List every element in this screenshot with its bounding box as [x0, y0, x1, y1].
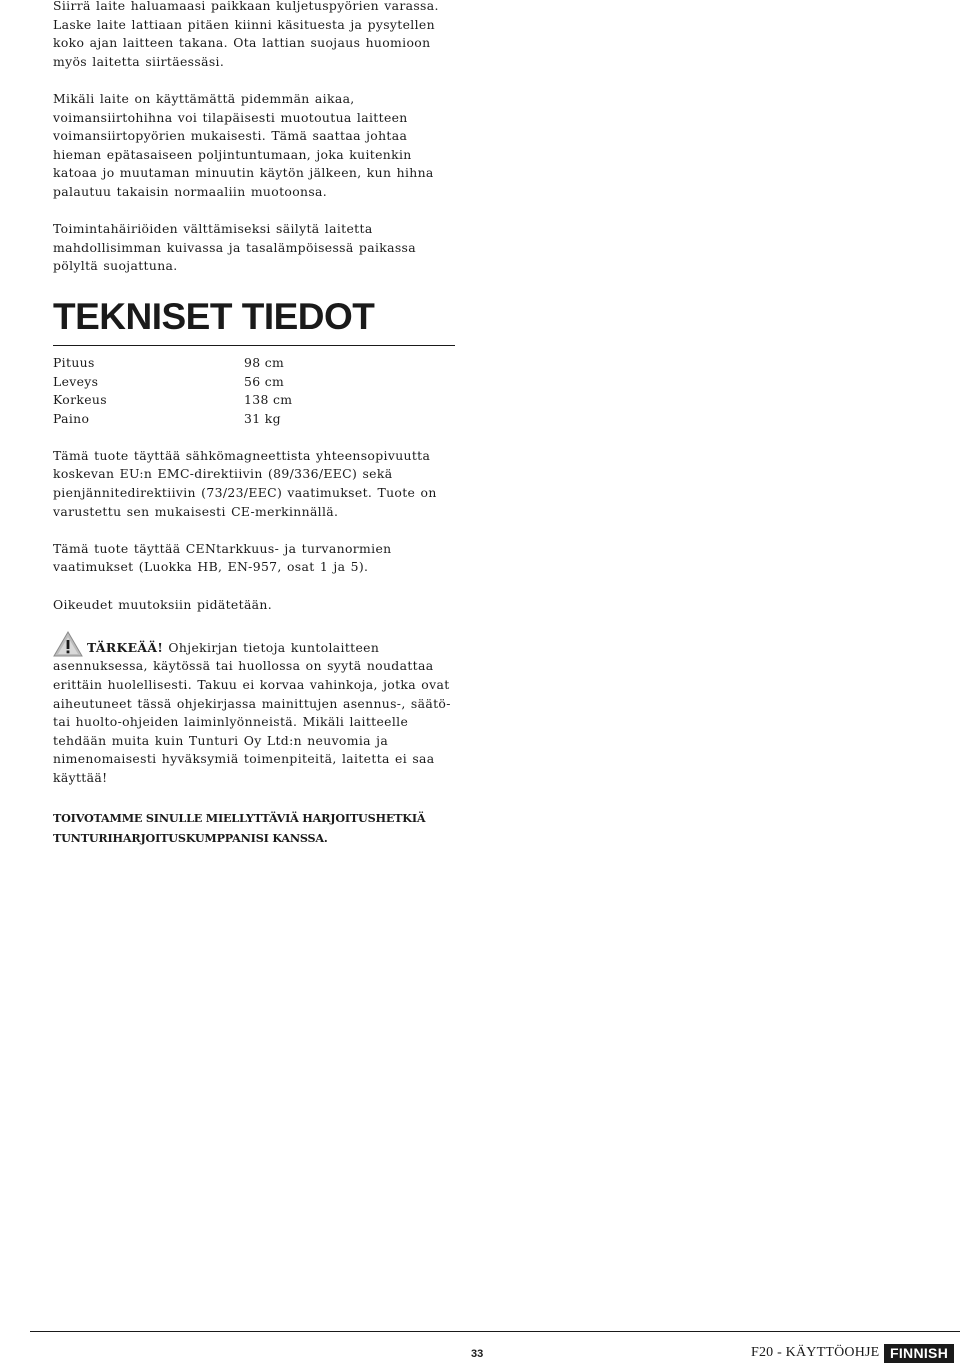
text-line: mahdollisimman kuivassa ja tasalämpöisessä paikassa: [53, 239, 417, 255]
text-line: palautuu takaisin normaaliin muotoonsa.: [53, 183, 328, 199]
spec-value: 138 cm: [244, 392, 293, 408]
text-line: pienjännitedirektiivin (73/23/EEC) vaatimukset. Tuote on: [53, 485, 437, 501]
paragraph-emc: [53, 447, 458, 521]
text-line: Laske laite lattiaan pitäen kiinni käsituesta ja pysytellen: [53, 16, 435, 32]
text-line: aiheutuneet tässä ohjekirjassa mainittujen asennus-, säätö-: [53, 695, 451, 711]
text-line: vaatimukset (Luokka HB, EN-957, osat 1 ja 5).: [53, 559, 369, 575]
text-line: voimansiirtopyörien mukaisesti. Tämä saattaa johtaa: [53, 128, 408, 144]
spec-label: Korkeus: [53, 392, 107, 408]
text-line: Mikäli laite on käyttämättä pidemmän aikaa,: [53, 90, 355, 106]
text-line: koskevan EU:n EMC-direktiivin (89/336/EEC) sekä: [53, 466, 393, 482]
specs-table: [53, 354, 458, 428]
important-label: TÄRKEÄÄ!: [87, 639, 164, 655]
language-badge: FINNISH: [884, 1344, 954, 1363]
warning-icon: [53, 631, 83, 657]
text-line: katoaa jo muutaman minuutin käytön jälkeen, kun hihna: [53, 165, 434, 181]
text-line: Toimintahäiriöiden välttämiseksi säilytä laitetta: [53, 221, 373, 237]
paragraph-belt: [53, 90, 458, 202]
text-line: käyttää!: [53, 769, 108, 785]
closing-line: TOIVOTAMME SINULLE MIELLYTTÄVIÄ HARJOITUSHETKIÄ: [53, 810, 426, 825]
closing-message: [53, 808, 458, 848]
text-line: asennuksessa, käytössä tai huollossa on syytä noudattaa: [53, 658, 434, 674]
spec-row: [53, 391, 458, 410]
text-line: Tämä tuote täyttää CENtarkkuus- ja turvanormien: [53, 540, 392, 556]
spec-label: Pituus: [53, 354, 95, 370]
text-line: Ohjekirjan tietoja kuntolaitteen: [163, 639, 380, 655]
page-footer: [0, 1330, 960, 1369]
paragraph-rights: [53, 596, 458, 615]
document-title: F20 - KÄYTTÖOHJE: [751, 1345, 880, 1360]
text-line: nimenomaisesti hyväksymiä toimenpiteitä, laitetta ei saa: [53, 751, 435, 767]
page-content: [53, 0, 458, 848]
text-line: Siirrä laite haluamaasi paikkaan kuljetuspyörien varassa.: [53, 0, 439, 13]
important-first-line: [53, 639, 458, 658]
text-line: hieman epätasaiseen poljintuntumaan, joka kuitenkin: [53, 146, 412, 162]
text-line: Oikeudet muutoksiin pidätetään.: [53, 596, 273, 612]
spec-row: [53, 373, 458, 392]
text-line: Tämä tuote täyttää sähkömagneettista yhteensopivuutta: [53, 447, 431, 463]
text-line: voimansiirtohihna voi tilapäisesti muotoutua laitteen: [53, 109, 408, 125]
paragraph-storage: [53, 220, 458, 276]
spec-row: [53, 354, 458, 373]
spec-label: Leveys: [53, 373, 99, 389]
paragraph-cen: [53, 540, 458, 577]
text-line: varustettu sen mukaisesti CE-merkinnällä.: [53, 503, 339, 519]
text-line: tai huolto-ohjeiden laiminlyönneistä. Mikäli laitteelle: [53, 714, 409, 730]
spec-value: 31 kg: [244, 410, 281, 426]
paragraph-moving: [53, 0, 458, 71]
closing-line: TUNTURIHARJOITUSKUMPPANISI KANSSA.: [53, 830, 328, 845]
spec-value: 98 cm: [244, 354, 285, 370]
text-line: myös laitetta siirtäessäsi.: [53, 53, 225, 69]
spec-label: Paino: [53, 410, 90, 426]
section-title: TEKNISET TIEDOT: [53, 295, 375, 337]
text-line: koko ajan laitteen takana. Ota lattian suojaus huomioon: [53, 35, 431, 51]
footer-divider: [30, 1331, 960, 1332]
text-line: erittäin huolellisesti. Takuu ei korvaa vahinkoja, jotka ovat: [53, 677, 450, 692]
spec-row: [53, 410, 458, 429]
text-line: pölyltä suojattuna.: [53, 258, 178, 274]
text-line: tehdään muita kuin Tunturi Oy Ltd:n neuvomia ja: [53, 732, 389, 748]
page-number: 33: [471, 1348, 484, 1360]
section-divider: [53, 345, 455, 346]
spec-value: 56 cm: [244, 373, 285, 389]
important-notice: [53, 639, 458, 788]
